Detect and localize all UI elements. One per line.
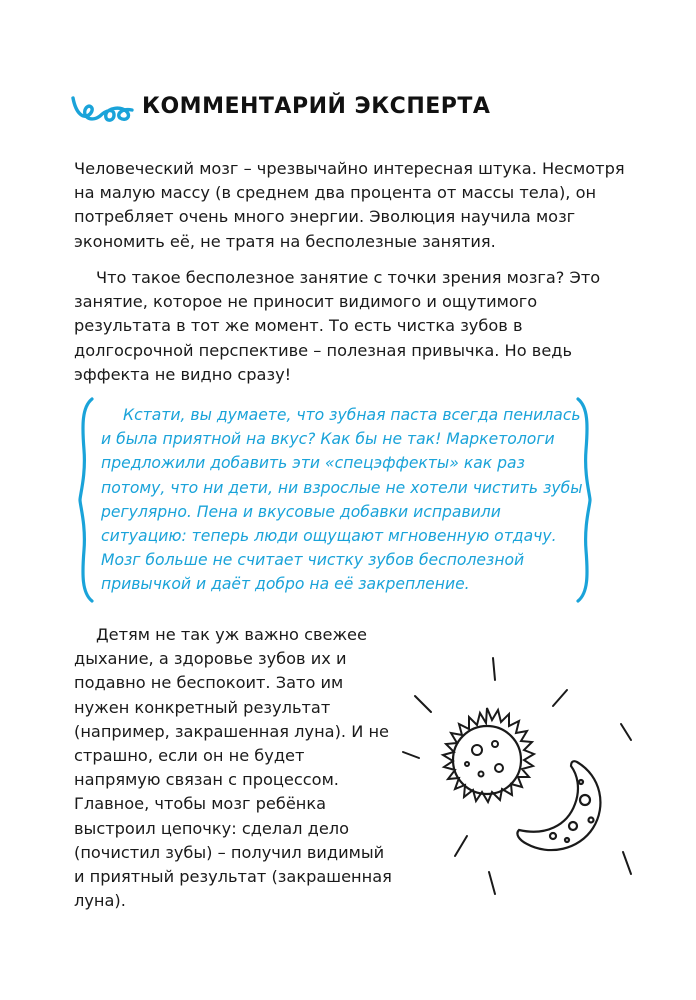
sun-icon (443, 708, 534, 802)
paragraph-3 (74, 623, 394, 913)
double-loop-icon (70, 88, 136, 124)
sun-moon-illustration (395, 650, 645, 910)
paragraph-2 (74, 266, 634, 387)
quote-text-block (101, 403, 587, 597)
expert-quote (76, 395, 596, 605)
crescent-moon-icon (517, 761, 600, 850)
quote-text: Кстати, вы думаете, что зубная паста всегда пенилась и была приятной на вкус? Как бы не так! Маркетологи предложили добавить эти «спецэффекты» как раз потому, что ни дети, ни взрослые не хотели чистить зубы регулярно. Пена и вкусовые добавки исправили ситуацию: теперь люди ощущают мгновенную отдачу. Мозг больше не считает чистку зубов бесполезной привычкой и даёт добро на её закрепление. (101, 406, 583, 594)
paragraph-2-text: Что такое бесполезное занятие с точки зрения мозга? Это занятие, которое не приносит видимого и ощутимого результата в тот же момент. То есть чистка зубов в долгосрочной перспективе – полезная привычка. Но ведь эффекта не видно сразу! (74, 268, 601, 384)
paragraph-1 (74, 157, 634, 254)
paragraph-3-text: Детям не так уж важно свежее дыхание, а здоровье зубов их и подавно не беспокоит. Зато им нужен конкретный результат (например, закрашенная луна). И не страшно, если он не будет напрямую связан с процессом. Главное, чтобы мозг ребёнка выстроил цепочку: сделал дело (почистил зубы) – получил видимый и приятный результат (закрашенная луна). (74, 625, 392, 911)
section-header (70, 88, 490, 124)
section-title: КОММЕНТАРИЙ ЭКСПЕРТА (142, 93, 491, 119)
paragraph-1-text: Человеческий мозг – чрезвычайно интересная штука. Несмотря на малую массу (в среднем два процента от массы тела), он потребляет очень много энергии. Эволюция научила мозг экономить её, не тратя на бесполезные занятия. (74, 159, 625, 251)
